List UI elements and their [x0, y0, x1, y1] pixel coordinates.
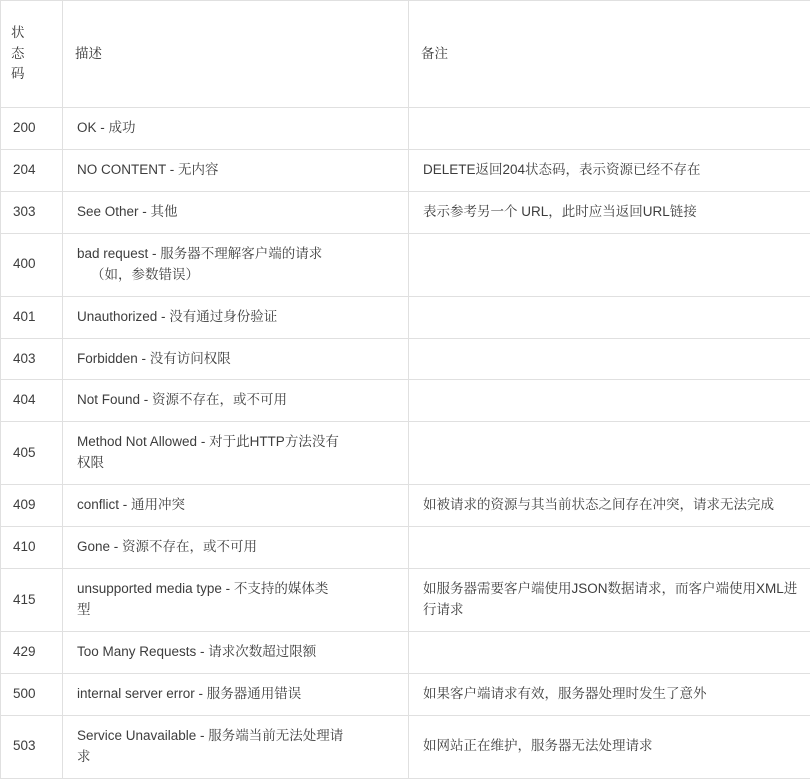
table-row	[1, 485, 810, 527]
table-row	[1, 380, 810, 422]
description-cell	[63, 108, 409, 150]
status-code-cell: 204	[1, 149, 63, 191]
description-cell	[63, 527, 409, 569]
description-text: Method Not Allowed - 对于此HTTP方法没有	[77, 434, 339, 449]
remark-cell	[409, 108, 810, 150]
status-code-cell: 410	[1, 527, 63, 569]
description-text-line2: 权限	[77, 453, 396, 474]
table-row	[1, 569, 810, 632]
description-text: conflict - 通用冲突	[77, 497, 185, 512]
description-text: NO CONTENT - 无内容	[77, 162, 219, 177]
column-header-remark: 备注	[409, 1, 810, 108]
table-row	[1, 233, 810, 296]
status-code-cell: 401	[1, 296, 63, 338]
remark-cell: 如服务器需要客户端使用JSON数据请求，而客户端使用XML进行请求	[409, 569, 810, 632]
status-code-cell: 400	[1, 233, 63, 296]
description-cell	[63, 715, 409, 778]
description-text-line2: 求	[77, 747, 396, 768]
description-text: Service Unavailable - 服务端当前无法处理请	[77, 728, 343, 743]
description-cell	[63, 191, 409, 233]
description-cell	[63, 631, 409, 673]
column-header-status-code-line1: 状	[11, 25, 25, 40]
description-cell	[63, 380, 409, 422]
description-text: bad request - 服务器不理解客户端的请求	[77, 246, 322, 261]
remark-cell	[409, 527, 810, 569]
table-row	[1, 527, 810, 569]
table-row	[1, 108, 810, 150]
status-code-cell: 500	[1, 673, 63, 715]
description-text: unsupported media type - 不支持的媒体类	[77, 581, 328, 596]
remark-cell	[409, 631, 810, 673]
table-row	[1, 631, 810, 673]
column-header-description: 描述	[63, 1, 409, 108]
table-header-row	[1, 1, 810, 108]
table-body	[1, 108, 810, 779]
description-text: See Other - 其他	[77, 204, 178, 219]
status-code-cell: 403	[1, 338, 63, 380]
column-header-status-code	[1, 1, 63, 108]
description-text: Gone - 资源不存在，或不可用	[77, 539, 257, 554]
description-text: OK - 成功	[77, 120, 136, 135]
remark-cell	[409, 233, 810, 296]
description-text: internal server error - 服务器通用错误	[77, 686, 301, 701]
description-cell	[63, 233, 409, 296]
description-text: Unauthorized - 没有通过身份验证	[77, 309, 277, 324]
table-row	[1, 149, 810, 191]
status-code-cell: 415	[1, 569, 63, 632]
description-cell	[63, 485, 409, 527]
status-code-cell: 409	[1, 485, 63, 527]
remark-cell: DELETE返回204状态码，表示资源已经不存在	[409, 149, 810, 191]
table-row	[1, 673, 810, 715]
remark-cell	[409, 422, 810, 485]
table-row	[1, 191, 810, 233]
status-code-cell: 405	[1, 422, 63, 485]
description-cell	[63, 296, 409, 338]
description-cell	[63, 422, 409, 485]
table-header	[1, 1, 810, 108]
description-text: Too Many Requests - 请求次数超过限额	[77, 644, 316, 659]
status-code-cell: 404	[1, 380, 63, 422]
table-row	[1, 338, 810, 380]
description-text: Forbidden - 没有访问权限	[77, 351, 231, 366]
description-text: Not Found - 资源不存在，或不可用	[77, 392, 287, 407]
column-header-status-code-line2: 态	[11, 46, 25, 61]
status-code-cell: 303	[1, 191, 63, 233]
column-header-status-code-line3: 码	[11, 66, 25, 81]
remark-cell: 如网站正在维护，服务器无法处理请求	[409, 715, 810, 778]
remark-cell: 如果客户端请求有效，服务器处理时发生了意外	[409, 673, 810, 715]
status-code-cell: 200	[1, 108, 63, 150]
remark-cell	[409, 338, 810, 380]
remark-cell	[409, 296, 810, 338]
description-cell	[63, 673, 409, 715]
table-row	[1, 422, 810, 485]
remark-cell: 如被请求的资源与其当前状态之间存在冲突，请求无法完成	[409, 485, 810, 527]
description-cell	[63, 569, 409, 632]
description-cell	[63, 338, 409, 380]
status-code-cell: 429	[1, 631, 63, 673]
remark-cell	[409, 380, 810, 422]
description-text-line2: 型	[77, 600, 396, 621]
description-cell	[63, 149, 409, 191]
table-row	[1, 296, 810, 338]
remark-cell: 表示参考另一个 URL，此时应当返回URL链接	[409, 191, 810, 233]
status-code-cell: 503	[1, 715, 63, 778]
table-row	[1, 715, 810, 778]
description-text-line2: （如，参数错误）	[77, 265, 396, 286]
